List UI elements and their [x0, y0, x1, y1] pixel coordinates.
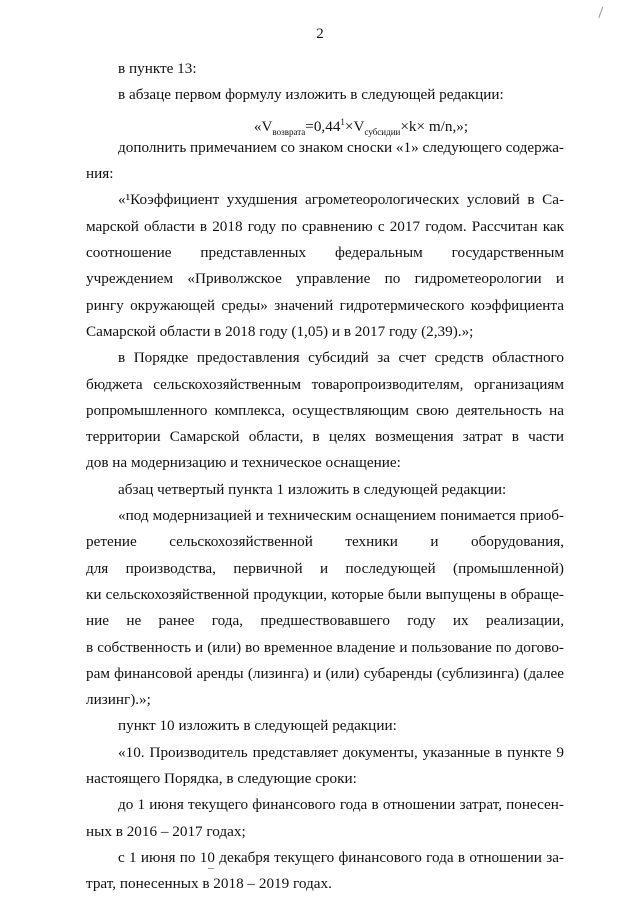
- formula-multiplier: ×V: [344, 117, 365, 135]
- text-line: ки сельскохозяйственной продукции, которые были выпущены в обраще-: [86, 585, 564, 603]
- text-line: ных в 2016 – 2017 годах;: [86, 822, 246, 840]
- text-line: ние не ранее года, предшествовавшего году их реализации,: [86, 612, 564, 630]
- formula-tail: ×k× m/n,»;: [400, 117, 469, 135]
- text-line: рам финансовой аренды (лизинга) и (или) субаренды (сублизинга) (далее: [86, 664, 564, 682]
- text-line: Самарской области в 2018 году (1,05) и в 2017 году (2,39).»;: [86, 322, 474, 340]
- text-line: абзац четвертый пункта 1 изложить в следующей редакции:: [118, 480, 507, 498]
- formula-coefficient: =0,44: [305, 117, 341, 135]
- text-line: настоящего Порядка, в следующие сроки:: [86, 770, 357, 788]
- text-line: дополнить примечанием со знаком сноски «1» следующего содержа-: [118, 138, 564, 156]
- text-line: ропромышленного комплекса, осуществляющим свою деятельность на: [86, 401, 564, 419]
- text-line: «¹Коэффициент ухудшения агрометеорологических условий в Са-: [118, 191, 564, 209]
- formula-open: «V: [253, 117, 273, 135]
- text-line: «10. Производитель представляет документы, указанные в пункте 9: [118, 743, 564, 761]
- scan-mark: [208, 868, 214, 869]
- text-line: в Порядке предоставления субсидий за счет средств областного: [118, 349, 564, 367]
- text-line: в абзаце первом формулу изложить в следующей редакции:: [118, 86, 504, 104]
- text-line: ния:: [86, 165, 114, 183]
- text-line: соотношение представленных федеральным государственным: [86, 244, 564, 262]
- text-line: рингу окружающей среды» значений гидротермического коэффициента: [86, 296, 564, 314]
- formula-line: [118, 109, 564, 135]
- text-line: учреждением «Приволжское управление по гидрометеорологии и: [86, 270, 564, 288]
- text-line: бюджета сельскохозяйственным товаропроизводителям, организациям: [86, 375, 564, 393]
- document-body: [86, 56, 564, 898]
- formula-footnote-mark: 1: [340, 116, 345, 127]
- text-line: марской области в 2018 году по сравнению с 2017 годом. Рассчитан как: [86, 217, 564, 235]
- text-line: трат, понесенных в 2018 – 2019 годах.: [86, 875, 332, 893]
- text-line: лизинг).»;: [86, 691, 151, 709]
- text-line: для производства, первичной и последующей (промышленной): [86, 559, 564, 577]
- page-number: 2: [316, 26, 324, 42]
- corner-mark: [598, 6, 612, 21]
- text-line: «под модернизацией и техническим оснащением понимается приоб-: [118, 507, 564, 525]
- text-line: до 1 июня текущего финансового года в отношении затрат, понесен-: [118, 796, 564, 814]
- text-line: с 1 июня по 10 декабря текущего финансового года в отношении за-: [118, 848, 564, 866]
- text-line: в пункте 13:: [118, 60, 197, 77]
- text-line: территории Самарской области, в целях возмещения затрат в части: [86, 428, 564, 446]
- text-line: пункт 10 изложить в следующей редакции:: [118, 717, 397, 735]
- text-line: дов на модернизацию и техническое оснащение:: [86, 454, 401, 472]
- text-line: ретение сельскохозяйственной техники и оборудования,: [86, 533, 564, 551]
- formula-sub-subsidy: субсидии: [364, 126, 401, 137]
- formula-sub-return: возврата: [272, 126, 306, 137]
- text-line: в собственность и (или) во временное владение и пользование по догово-: [86, 638, 564, 656]
